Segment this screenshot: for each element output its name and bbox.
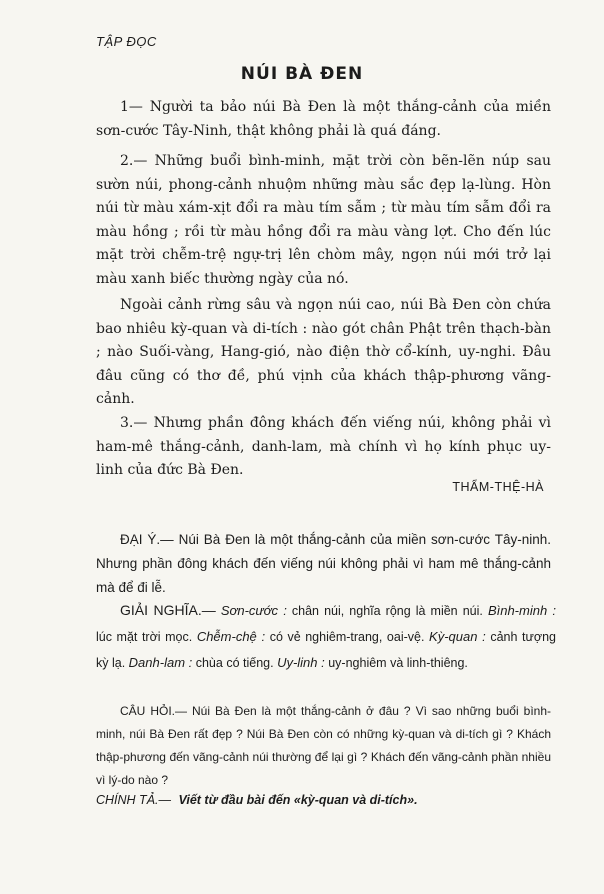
glossary-heading: GIẢI NGHĨA.—: [120, 602, 216, 618]
paragraph-2: [96, 150, 551, 292]
dictation-section: [96, 793, 556, 807]
glossary-term: Sơn-cước :: [220, 603, 287, 618]
glossary-section: [96, 598, 556, 676]
dictation-text: Viết từ đầu bài đến «kỳ-quan và di-tích».: [178, 793, 418, 807]
author-name: THẨM-THỆ-HÀ: [452, 480, 544, 494]
questions-heading: CÂU HỎI.—: [120, 704, 187, 718]
paragraph-2-text: 2.— Những buổi bình-minh, mặt trời còn bẽn-lẽn núp sau sườn núi, phong-cảnh nhuộm những màu sắc đẹp lạ-lùng. Hòn núi từ màu xám-xịt đổi ra màu tím sẫm ; từ màu tím sẫm đổi ra màu hồng ; rồi từ màu hồng đổi ra màu vàng lợt. Cho đến lúc mặt trời chễm-trệ ngự-trị lên chòm mây, ngọn núi mới trở lại màu xanh biếc thường ngày của nó.: [96, 153, 551, 287]
paragraph-4: [96, 412, 551, 483]
paragraph-1-text: 1— Người ta bảo núi Bà Đen là một thắng-cảnh của miền sơn-cước Tây-Ninh, thật không phải là quá đáng.: [96, 99, 551, 139]
glossary-term: Chễm-chệ :: [196, 629, 266, 644]
questions-section: [96, 700, 551, 792]
glossary-definition: chùa có tiếng.: [195, 656, 274, 670]
summary-text: Núi Bà Đen là một thắng-cảnh của miền sơn-cước Tây-ninh. Nhưng phần đông khách đến viếng núi không phải vì ham mê thắng-cảnh mà để đi lễ.: [96, 532, 551, 595]
glossary-definition: có vẻ nghiêm-trang, oai-vệ.: [269, 630, 425, 644]
paragraph-4-text: 3.— Nhưng phần đông khách đến viếng núi, không phải vì ham-mê thắng-cảnh, danh-lam, mà chính vì họ kính phục uy-linh của đức Bà Đen.: [96, 415, 551, 479]
glossary-term: Uy-linh :: [277, 655, 325, 670]
glossary-term: Bình-minh :: [487, 603, 557, 618]
paragraph-3: [96, 294, 551, 412]
lesson-title: NÚI BÀ ĐEN: [240, 64, 364, 84]
glossary-definition: cảnh tượng kỳ lạ.: [96, 630, 556, 670]
summary-section: [96, 528, 551, 600]
dictation-heading: CHÍNH TẢ.—: [96, 793, 171, 807]
questions-text: Núi Bà Đen là một thắng-cảnh ở đâu ? Vì sao những buổi bình-minh, núi Bà Đen rất đẹp ? Núi Bà Đen còn có những kỳ-quan và di-tích gì ? Khách thập-phương đến vãng-cảnh núi thường để lại gì ? Khách đến vãng-cảnh phần nhiều vì lý-do nào ?: [96, 704, 551, 787]
glossary-term: Danh-lam :: [128, 655, 193, 670]
paragraph-1: [96, 96, 551, 143]
glossary-definition: chân núi, nghĩa rộng là miền núi.: [291, 604, 483, 618]
section-label: TẬP ĐỌC: [96, 34, 157, 49]
glossary-term: Kỳ-quan :: [429, 629, 486, 644]
glossary-definition: uy-nghiêm và linh-thiêng.: [328, 656, 468, 670]
glossary-definition: lúc mặt trời mọc.: [96, 630, 193, 644]
summary-heading: ĐẠI Ý.—: [120, 532, 174, 547]
paragraph-3-text: Ngoài cảnh rừng sâu và ngọn núi cao, núi Bà Đen còn chứa bao nhiêu kỳ-quan và di-tích : nào gót chân Phật trên thạch-bàn ; nào Suối-vàng, Hang-gió, nào điện thờ cổ-kính, uy-nghi. Đâu đâu cũng có thơ đề, phú vịnh của khách thập-phương vãng-cảnh.: [96, 297, 551, 408]
